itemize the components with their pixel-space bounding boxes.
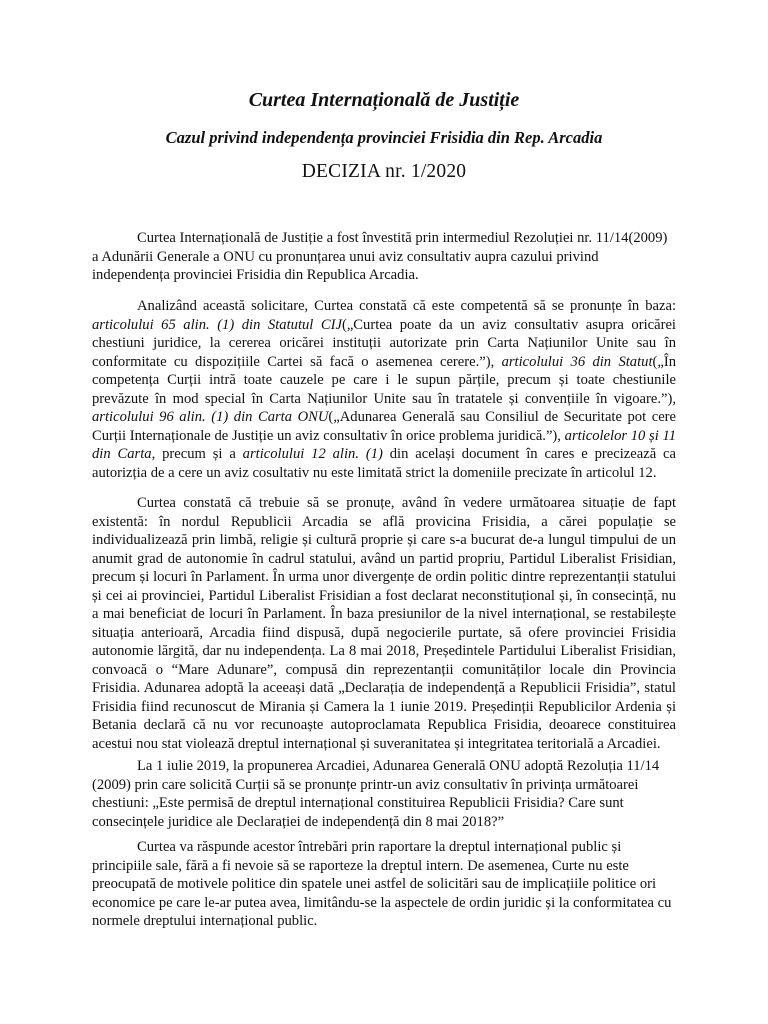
paragraph-resolution: La 1 iulie 2019, la propunerea Arcadiei, Adunarea Generală ONU adoptă Rezoluția 11/14 (2009) prin care solicită Curții să se pronunțe printr-un aviz consultativ în privința următoarei chestiuni: „Este permisă de dreptul internațional constituirea Republicii Frisidia? Care sunt consecințele juridice ale Declarației de independență din 8 mai 2018?” bbox=[92, 758, 660, 830]
paragraph-facts: Curtea constată că trebuie să se pronuțe, având în vedere următoarea situație de fapt existentă: în nordul Republicii Arcadia se află provicina Frisidia, a cărei populație se individualizează prin limbă, religie și cultură proprie și care s-a bucurat de-a lungul timpului de un anumit grad de autonomie în cadrul statului, având un partid propriu, Partidul Liberalist Frisidian, precum și locuri în Parlament. În urma unor divergențe de ordin politic dintre reprezentanții statului și cei ai provinciei, Partidul Liberalist Frisidian a fost declarat neconstituțional și, în consecință, nu a mai beneficiat de locuri în Parlament. În baza presiunilor de la nivel internațional, se restabilește situația anterioară, Arcadia fiind dispusă, după negocierile purtate, să ofere provinciei Frisidia autonomie lărgită, dar nu independența. La 8 mai 2018, Președintele Partidului Liberalist Frisidian, convoacă o “Mare Adunare”, compusă din reprezentanții comunităților locale din Provincia Frisidia. Adunarea adoptă la aceeași dată „Declarația de independență a Republicii Frisidia”, statul Frisidia fiind recunoscut de Mirania și Camera la 1 iunie 2019. Președinții Republicilor Ardenia și Betania declară că nu vor recunoaște autoproclamata Republica Frisidia, deoarece constituirea acestui nou stat violează dreptul internațional și suveranitatea și integritatea teritorială a Arcadiei. bbox=[92, 495, 676, 752]
competence-quote: („Curtea poate da un aviz consultativ asupra oricărei chestiuni juridice, la cererea oricărei instituții autorizate prin Carta Națiunilor Unite sau în conformitate cu dispozițiile Cartei să facă o asemenea cerere.”), bbox=[92, 316, 676, 370]
competence-quote: („În competența Curții intră toate cauzele pe care i le supun părțile, precum și toate chestiunile prevăzute în mod special în Carta Națiunilor Unite sau în tratatele și convențiile în vigoare.”), bbox=[92, 353, 676, 407]
competence-text: , precum și a bbox=[151, 446, 243, 462]
legal-reference: articolului 65 alin. (1) din Statutul CIJ bbox=[92, 316, 342, 333]
legal-reference: articolelor 10 și 11 din Carta bbox=[92, 427, 676, 462]
legal-reference: articolului 96 alin. (1) din Carta ONU bbox=[92, 409, 329, 425]
competence-text: Analizând această solicitare, Curtea constată că este competentă să se pronunțe în baza: bbox=[137, 298, 676, 314]
legal-reference: articolului 36 din Statut bbox=[501, 353, 653, 370]
paragraph-scope: Curtea va răspunde acestor întrebări prin raportare la dreptul internațional public și principiile sale, fără a fi nevoie să se raporteze la dreptul intern. De asemenea, Curte nu este preocupată de motivele politice din spatele unei astfel de solicitări sau de implicațiile politice ori economice pe care le-ar putea avea, limitându-se la aspectele de ordin juridic și la conformitatea cu normele dreptului internațional public. bbox=[92, 839, 672, 929]
legal-reference: articolului 12 alin. (1) bbox=[242, 446, 383, 462]
competence-text: din același document în cares e precizează ca autorizția de a cere un aviz cosultativ nu este limitată strict la domeniile precizate în articolul 12. bbox=[92, 446, 676, 481]
competence-quote: („Adunarea Generală sau Consiliul de Securitate pot cere Curții Internaționale de Justiție un aviz consultativ în orice problema juridică.”), bbox=[92, 409, 677, 444]
decision-title: DECIZIA nr. 1/2020 bbox=[301, 161, 467, 182]
court-title: Curtea Internațională de Justiție bbox=[248, 89, 520, 111]
case-title: Cazul privind independența provinciei Frisidia din Rep. Arcadia bbox=[165, 128, 603, 147]
paragraph-intro: Curtea Internațională de Justiție a fost învestită prin intermediul Rezoluției nr. 11/14(2009) a Adunării Generale a ONU cu pronunțarea unui aviz consultativ aupra cazului privind independența provinciei Frisidia din Republica Arcadia. bbox=[92, 230, 668, 283]
paragraph-competence bbox=[92, 297, 676, 482]
